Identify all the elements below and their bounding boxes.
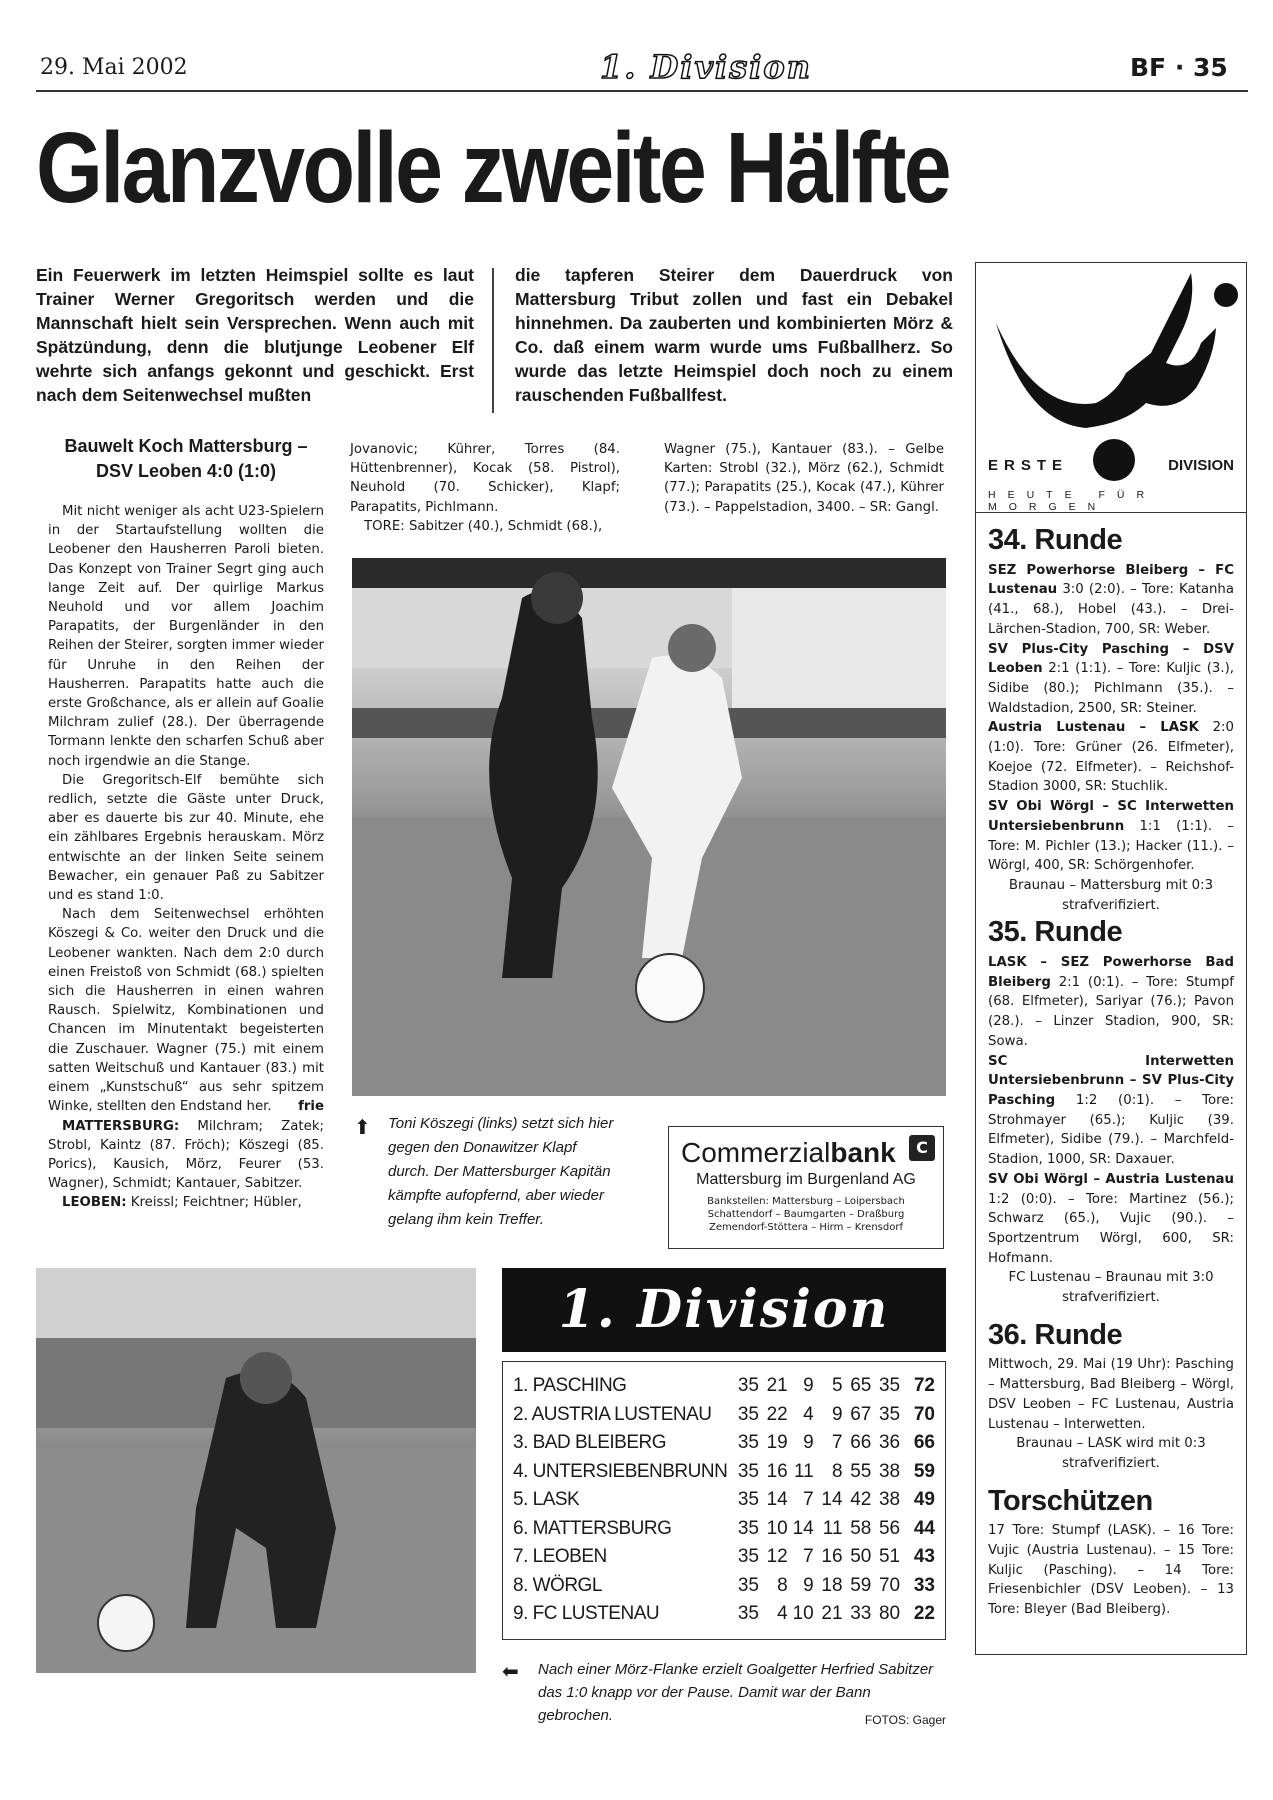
table-cell-ga: 35 bbox=[878, 1403, 901, 1425]
cards-label: Gelbe Karten: bbox=[664, 442, 945, 477]
match-subhead-line-2: DSV Leoben 4:0 (1:0) bbox=[95, 461, 277, 481]
match-details-text: Wagner (75.), Kantauer (83.). – bbox=[664, 442, 895, 457]
result-teams: Austria Lustenau – LASK bbox=[988, 720, 1199, 736]
table-cell-s: 35 bbox=[737, 1574, 759, 1596]
lead-column-b: die tapferen Steirer dem Dauerdruck von Mattersburg Tribut zollen und fast ein Debakel hinnehmen. Da zauberten und kombinierten Mörz & Co. daß einem warm wurde ums Fußballherz. So wurde das letzte Heimspiel doch noch zu einem rauschenden Fußballfest. bbox=[515, 265, 953, 405]
table-cell-l: 11 bbox=[822, 1517, 843, 1539]
table-row bbox=[513, 1515, 935, 1544]
table-cell-l: 21 bbox=[821, 1603, 843, 1625]
league-table-body bbox=[513, 1372, 935, 1629]
match-subhead-line-1: Bauwelt Koch Mattersburg – bbox=[64, 436, 308, 456]
lineup-mattersburg bbox=[48, 1117, 324, 1194]
result-details: 1:2 (0:1). – Tore: Strohmayer (65.); Kuljic (39. Elfmeter), Sidibe (79.). – Marchfeld-Stadion, 1000, SR: Daxauer. bbox=[988, 1092, 1235, 1168]
article-column-2 bbox=[350, 440, 620, 536]
table-cell-ga: 36 bbox=[878, 1432, 901, 1454]
results-content bbox=[988, 524, 1235, 1620]
round-35-note: FC Lustenau – Braunau mit 3:0 strafverifiziert. bbox=[1008, 1270, 1214, 1306]
table-cell-ga: 80 bbox=[878, 1603, 901, 1625]
league-table bbox=[502, 1361, 946, 1640]
result-details: 1:1 (1:1). – Tore: M. Pichler (13.); Hacker (11.). – Wörgl, 400, SR: Schörgenhofer. bbox=[988, 818, 1234, 874]
table-cell-p: 59 bbox=[913, 1460, 935, 1482]
table-cell-gf: 33 bbox=[850, 1603, 872, 1625]
logo-tagline: HEUTE FÜR MORGEN bbox=[988, 489, 1157, 513]
result-details: 1:2 (0:0). – Tore: Martinez (56.); Schwarz (65.), Vujic (90.). – Sportzentrum Wörgl, 600, SR: Hofmann. bbox=[988, 1191, 1234, 1266]
table-cell-w: 12 bbox=[766, 1546, 788, 1568]
table-cell-d: 9 bbox=[803, 1375, 814, 1397]
table-row bbox=[513, 1372, 935, 1401]
result-teams: SV Plus-City Pasching – DSV Leoben bbox=[988, 641, 1234, 677]
photo1-caption-text: Toni Köszegi (links) setzt sich hier gegen den Donawitzer Klapf durch. Der Mattersburger Kapitän kämpfte aufopfernd, aber wieder gelang ihm kein Treffer. bbox=[388, 1115, 614, 1228]
table-cell-s: 35 bbox=[737, 1460, 759, 1482]
result-entry bbox=[988, 640, 1234, 719]
table-cell-w: 14 bbox=[766, 1489, 788, 1511]
table-cell-d: 11 bbox=[794, 1460, 814, 1482]
issue-date: 29. Mai 2002 bbox=[40, 55, 188, 80]
erste-division-logo bbox=[976, 263, 1246, 513]
result-details: 2:1 (0:1). – Tore: Stumpf (68. Elfmeter), Sariyar (76.); Pavon (28.). – Linzer Stadion, 900, SR: Sowa. bbox=[988, 974, 1234, 1049]
table-cell-l: 7 bbox=[831, 1432, 843, 1454]
result-teams: SC Interwetten Untersiebenbrunn – SV Plus-City Pasching bbox=[988, 1053, 1234, 1108]
photo2-caption-text: Nach einer Mörz-Flanke erzielt Goalgetter Herfried Sabitzer das 1:0 knapp vor der Pause. Damit war der Bann gebrochen. bbox=[538, 1661, 934, 1724]
table-cell-gf: 50 bbox=[850, 1546, 872, 1568]
result-entry bbox=[988, 718, 1234, 797]
result-details: 2:1 (1:1). – Tore: Kuljic (3.), Sidibe (80.); Pichlmann (35.). – Waldstadion, 2500, SR: Steiner. bbox=[988, 661, 1235, 716]
logo-word-right: DIVISION bbox=[1168, 457, 1234, 474]
result-entry bbox=[988, 953, 1234, 1052]
ad-brand-bold: bank bbox=[830, 1137, 896, 1168]
table-cell-name: 5. LASK bbox=[513, 1489, 580, 1511]
table-row bbox=[513, 1572, 935, 1601]
table-cell-s: 35 bbox=[737, 1546, 759, 1568]
lineup-continued: Jovanovic; Kührer, Torres (84. Hüttenbrenner), Kocak (58. Pistrol), Neuhold (70. Schicker), Klapf; Parapatits, Pichlmann. bbox=[350, 442, 620, 515]
table-row bbox=[513, 1543, 935, 1572]
result-teams: SEZ Powerhorse Bleiberg – FC Lustenau bbox=[988, 562, 1234, 598]
photo1-caption bbox=[352, 1112, 622, 1232]
table-cell-s: 35 bbox=[737, 1489, 759, 1511]
result-entry bbox=[988, 1052, 1234, 1170]
table-cell-name: 1. PASCHING bbox=[513, 1375, 627, 1397]
table-cell-l: 9 bbox=[831, 1403, 843, 1425]
result-entry bbox=[988, 1170, 1234, 1269]
soccer-ball-icon bbox=[1093, 439, 1135, 481]
lineup-text: Milchram; Zatek; Strobl, Kaintz (87. Fröch); Köszegi (85. Porics), Kausich, Mörz, Feurer (53. Wagner), Schmidt; Kantauer, Sabitzer. bbox=[48, 1118, 324, 1192]
round-35-results bbox=[988, 953, 1234, 1268]
match-photo-koszegi bbox=[352, 558, 946, 1096]
article-paragraph: Die Gregoritsch-Elf bemühte sich redlich, setzte die Gäste unter Druck, aber es dauerte bis zur 40. Minute, ehe ein zählbares Ergebnis herauskam. Mörz entwischte an der linken Seite seinem Bewacher, ein genauer Paß zu Sabitzer und es stand 1:0. bbox=[48, 772, 324, 904]
author-initials: frie bbox=[298, 1099, 324, 1115]
lineup-label: MATTERSBURG: bbox=[62, 1118, 180, 1134]
result-entry bbox=[988, 797, 1234, 876]
table-cell-s: 35 bbox=[737, 1517, 759, 1539]
table-cell-l: 16 bbox=[821, 1546, 843, 1568]
photo-illustration bbox=[36, 1268, 476, 1673]
table-cell-d: 14 bbox=[792, 1517, 814, 1539]
table-cell-l: 18 bbox=[821, 1574, 843, 1596]
table-cell-ga: 38 bbox=[878, 1460, 901, 1482]
page-number: BF · 35 bbox=[1130, 53, 1228, 82]
round-35-title: 35. Runde bbox=[988, 916, 1123, 949]
table-cell-name: 4. UNTERSIEBENBRUNN bbox=[513, 1460, 728, 1482]
referee-label: SR: bbox=[869, 499, 892, 515]
table-cell-gf: 67 bbox=[850, 1403, 872, 1425]
result-entry bbox=[988, 561, 1234, 640]
round-34-note: Braunau – Mattersburg mit 0:3 strafverifiziert. bbox=[1008, 877, 1214, 913]
result-teams: SV Obi Wörgl – SC Interwetten Untersiebenbrunn bbox=[988, 799, 1234, 834]
ad-brand-light: Commerzial bbox=[681, 1137, 831, 1168]
caption-arrow-icon: ⬆ bbox=[354, 1117, 371, 1139]
article-paragraph bbox=[48, 905, 324, 1116]
table-cell-l: 8 bbox=[831, 1460, 843, 1482]
table-cell-w: 16 bbox=[766, 1460, 788, 1482]
ad-subtitle: Mattersburg im Burgenland AG bbox=[696, 1171, 916, 1188]
table-cell-w: 22 bbox=[766, 1403, 788, 1425]
table-cell-s: 35 bbox=[737, 1403, 759, 1425]
table-cell-ga: 35 bbox=[878, 1375, 901, 1397]
lineup-label: LEOBEN: bbox=[62, 1195, 127, 1211]
table-cell-gf: 55 bbox=[850, 1460, 872, 1482]
table-cell-d: 9 bbox=[803, 1432, 814, 1454]
table-cell-w: 21 bbox=[766, 1375, 788, 1397]
headline: Glanzvolle zweite Hälfte bbox=[36, 112, 950, 224]
table-cell-ga: 51 bbox=[878, 1546, 901, 1568]
table-cell-p: 43 bbox=[913, 1546, 935, 1568]
table-cell-name: 6. MATTERSBURG bbox=[513, 1517, 672, 1539]
caption-arrow-icon: ⬅ bbox=[502, 1661, 519, 1683]
table-cell-p: 49 bbox=[913, 1489, 935, 1511]
table-cell-s: 35 bbox=[737, 1432, 759, 1454]
article-paragraph-text: Nach dem Seitenwechsel erhöhten Köszegi & Co. weiter den Druck und die Leobener wankten. Nach dem 2:0 durch einen Freistoß von Schmidt (68.) spielten sich die Hausherren in einen wahren Rausch. Spielwitz, Kombinationen und Chancen im Minutentakt begeisterten die Zuschauer. Wagner (75.) mit einem satten Weitschuß und Kantauer (83.) mit einem „Kunstschuß“ aus sehr spitzem Winke, stellten den Endstand her. bbox=[48, 907, 324, 1115]
match-subhead bbox=[48, 434, 324, 484]
table-cell-d: 7 bbox=[803, 1546, 814, 1568]
table-cell-w: 19 bbox=[766, 1432, 788, 1454]
table-cell-name: 8. WÖRGL bbox=[513, 1574, 602, 1596]
table-cell-w: 8 bbox=[777, 1574, 788, 1596]
table-cell-name: 3. BAD BLEIBERG bbox=[513, 1432, 667, 1454]
masthead-rule bbox=[36, 90, 1248, 92]
lineup-leoben bbox=[48, 1193, 324, 1212]
table-cell-d: 9 bbox=[803, 1574, 814, 1596]
table-title: 1. Division bbox=[502, 1268, 946, 1352]
round-34-results bbox=[988, 561, 1234, 876]
round-36-fixtures: Mittwoch, 29. Mai (19 Uhr): Pasching – Mattersburg, Bad Bleiberg – Wörgl, DSV Leoben – FC Lustenau, Austria Lustenau – Interwetten. bbox=[988, 1357, 1234, 1432]
result-details: 2:0 (1:0). Tore: Grüner (26. Elfmeter), Koejoe (72. Elfmeter). – Reichshof-Stadion 3000, SR: Stuchlik. bbox=[988, 720, 1234, 795]
table-cell-l: 14 bbox=[821, 1489, 843, 1511]
table-cell-s: 35 bbox=[737, 1375, 759, 1397]
section-title: 1. Division bbox=[600, 48, 812, 86]
article-column-1 bbox=[48, 502, 324, 1213]
match-details bbox=[664, 440, 944, 517]
logo-wordmark bbox=[988, 457, 1234, 481]
results-sidebar bbox=[975, 262, 1247, 1655]
photo-credit: FOTOS: Gager bbox=[864, 1713, 946, 1727]
table-cell-ga: 70 bbox=[878, 1574, 901, 1596]
lead-divider bbox=[492, 268, 494, 413]
table-row bbox=[513, 1429, 935, 1458]
scorers-title: Torschützen bbox=[988, 1484, 1153, 1517]
ad-branches: Bankstellen: Mattersburg – Loipersbach Schattendorf – Baumgarten – Draßburg Zemendorf-Stöttera – Hirm – Krensdorf bbox=[707, 1196, 905, 1233]
result-teams: SV Obi Wörgl – Austria Lustenau bbox=[988, 1171, 1234, 1187]
referee-name: Gangl. bbox=[895, 499, 940, 515]
table-cell-p: 72 bbox=[913, 1375, 935, 1397]
table-row bbox=[513, 1600, 935, 1629]
lineup-text: Kreissl; Feichtner; Hübler, bbox=[130, 1195, 302, 1211]
table-cell-gf: 59 bbox=[850, 1574, 872, 1596]
round-34-title: 34. Runde bbox=[988, 524, 1123, 556]
table-cell-gf: 65 bbox=[850, 1375, 872, 1397]
table-cell-d: 4 bbox=[803, 1403, 814, 1425]
table-cell-d: 7 bbox=[803, 1489, 814, 1511]
result-details: 3:0 (2:0). – Tore: Katanha (41., 68.), Hobel (43.). – Drei-Lärchen-Stadion, 700, SR: Weber. bbox=[988, 582, 1234, 637]
table-cell-w: 4 bbox=[777, 1603, 788, 1625]
table-cell-ga: 56 bbox=[878, 1517, 901, 1539]
table-cell-gf: 66 bbox=[850, 1432, 872, 1454]
table-cell-l: 5 bbox=[831, 1375, 843, 1397]
round-36-title: 36. Runde bbox=[988, 1318, 1123, 1351]
table-row bbox=[513, 1458, 935, 1487]
table-row bbox=[513, 1486, 935, 1515]
table-cell-w: 10 bbox=[766, 1517, 788, 1539]
table-cell-gf: 42 bbox=[850, 1489, 872, 1511]
scorers-list: 17 Tore: Stumpf (LASK). – 16 Tore: Vujic (Austria Lustenau). – 15 Tore: Kuljic (Pasching). – 14 Tore: Friesenbichler (DSV Leoben). – 13 Tore: Bleyer (Bad Bleiberg). bbox=[988, 1523, 1234, 1618]
table-cell-p: 33 bbox=[913, 1574, 935, 1596]
table-cell-s: 35 bbox=[737, 1603, 759, 1625]
goals-text: Sabitzer (40.), Schmidt (68.), bbox=[408, 518, 603, 534]
match-details-text: Strobl (32.), Mörz (62.), Schmidt (77.); Parapatits (25.), Kocak (47.), Kührer (73.). – Pappelstadion, 3400. – bbox=[664, 461, 944, 515]
logo-word-left: ERSTE bbox=[988, 457, 1069, 474]
table-cell-name: 2. AUSTRIA LUSTENAU bbox=[513, 1403, 712, 1425]
photo2-caption bbox=[500, 1658, 946, 1732]
round-36-note: Braunau – LASK wird mit 0:3 strafverifiziert. bbox=[1016, 1436, 1206, 1471]
table-cell-name: 7. LEOBEN bbox=[513, 1546, 607, 1568]
commerzialbank-ad bbox=[668, 1126, 944, 1249]
table-cell-gf: 58 bbox=[850, 1517, 872, 1539]
result-teams: LASK – SEZ Powerhorse Bad Bleiberg bbox=[988, 955, 1234, 990]
ad-brand bbox=[681, 1137, 931, 1169]
article-paragraph: Mit nicht weniger als acht U23-Spielern in der Startaufstellung wollten die Leobener den Hausherren Paroli bieten. Das Konzept von Trainer Segrt ging auch lange Zeit auf. Der quirlige Markus Neuhold und vor allem Joachim Parapatits, der Burgenländer in den Reihen der Steirer, sorgten immer wieder für Unruhe in den Reihen der Hausherren. Parapatits hatte auch die erste Großchance, als er allein auf Goalie Milchram zulief (28.). Der überragende Tormann lenkte den scharfen Schuß aber noch irgendwie an die Stange. bbox=[48, 504, 324, 769]
table-cell-name: 9. FC LUSTENAU bbox=[513, 1603, 660, 1625]
table-cell-p: 70 bbox=[913, 1403, 935, 1425]
lead-column-a: Ein Feuerwerk im letzten Heimspiel sollte es laut Trainer Werner Gregoritsch werden und die Mannschaft hielt sein Versprechen. Wenn auch mit Spätzündung, denn die blutjunge Leobener Elf wehrte sich anfangs gekonnt und geschickt. Erst nach dem Seitenwechsel mußten bbox=[36, 265, 474, 405]
table-cell-p: 44 bbox=[913, 1517, 935, 1539]
article-column-3 bbox=[664, 440, 944, 517]
match-photo-sabitzer bbox=[36, 1268, 476, 1673]
table-cell-p: 66 bbox=[913, 1432, 935, 1454]
table-cell-d: 10 bbox=[792, 1603, 814, 1625]
photo-illustration bbox=[352, 558, 946, 1096]
table-row bbox=[513, 1401, 935, 1430]
table-cell-p: 22 bbox=[913, 1603, 935, 1625]
bank-logo-icon: C bbox=[909, 1135, 935, 1161]
kicker-silhouette-icon bbox=[976, 263, 1246, 433]
goals-line bbox=[350, 517, 620, 536]
goals-label: TORE: bbox=[364, 518, 405, 534]
table-cell-ga: 38 bbox=[878, 1489, 901, 1511]
